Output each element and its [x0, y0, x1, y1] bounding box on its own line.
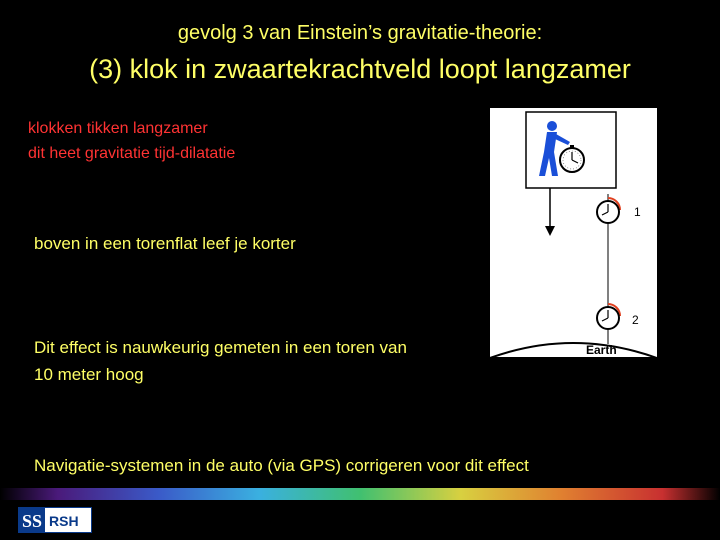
tower-text: boven in een torenflat leef je korter — [34, 234, 296, 253]
clock-label-1: 1 — [634, 205, 641, 219]
slide-title: (3) klok in zwaartekrachtveld loopt langzamer — [89, 54, 631, 84]
logo-text: RSH — [49, 513, 79, 529]
measured-line-1: Dit effect is nauwkeurig gemeten in een toren van — [34, 338, 407, 357]
lower-clock-icon — [597, 304, 620, 329]
red-line-1: klokken tikken langzamer — [28, 120, 208, 137]
rainbow-bar — [0, 488, 720, 500]
svg-text:SS: SS — [22, 511, 43, 531]
earth-label: Earth — [586, 343, 617, 357]
upper-clock-icon — [597, 198, 620, 223]
measured-line-2: 10 meter hoog — [34, 365, 144, 384]
slide-subtitle: gevolg 3 van Einstein’s gravitatie-theorie: — [177, 22, 543, 44]
arrow-down-icon — [545, 188, 555, 236]
time-dilation-figure — [490, 108, 657, 358]
red-line-2: dit heet gravitatie tijd-dilatatie — [28, 145, 236, 162]
rsh-logo — [18, 507, 92, 533]
gps-text: Navigatie-systemen in de auto (via GPS) corrigeren voor dit effect — [34, 456, 529, 475]
clock-label-2: 2 — [632, 313, 639, 327]
